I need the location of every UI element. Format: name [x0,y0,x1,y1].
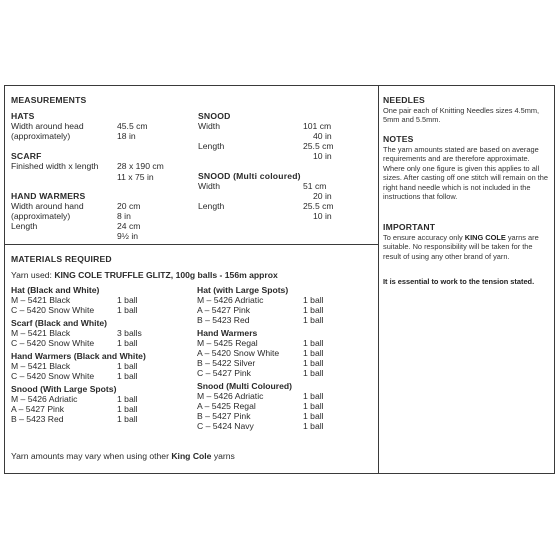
material-item-code: A – 5427 Pink [11,404,65,414]
measure-label: Length [198,141,225,151]
snood-heading: SNOOD [198,111,231,121]
measure-label: Width around head [11,121,84,131]
measure-value: 45.5 cm [117,121,148,131]
material-item-qty: 1 ball [303,368,324,378]
yarn-variation-suffix: yarns [211,451,235,461]
column-divider [378,86,379,473]
material-item-code: B – 5423 Red [197,315,250,325]
yarn-variation-prefix: Yarn amounts may vary when using other [11,451,172,461]
measure-label: Width around hand [11,201,84,211]
section-divider [5,244,378,245]
material-group-title: Snood (With Large Spots) [11,384,117,394]
measure-value: 51 cm [303,181,327,191]
yarn-variation-brand: King Cole [171,451,212,461]
material-item-qty: 1 ball [303,391,324,401]
measure-value: 20 cm [117,201,141,211]
measure-value: 20 in [313,191,332,201]
snood-multi-heading: SNOOD (Multi coloured) [198,171,301,181]
notes-text: The yarn amounts stated are based on average requirements and are therefore approximate. Where only one figure is given this applies to all sizes. After casting off one stitch will remain on the right hand needle which is not included in the instructions that follow. [383,145,549,202]
hats-heading: HATS [11,111,35,121]
important-heading: IMPORTANT [383,222,436,232]
measure-label: Finished width x length [11,161,99,171]
material-item-code: M – 5421 Black [11,328,71,338]
material-item-code: C – 5424 Navy [197,421,254,431]
material-item-qty: 1 ball [303,338,324,348]
notes-heading: NOTES [383,134,414,144]
measurements-heading: MEASUREMENTS [11,95,87,105]
material-item-qty: 3 balls [117,328,142,338]
material-item-code: B – 5423 Red [11,414,64,424]
material-item-code: M – 5421 Black [11,361,71,371]
material-item-code: A – 5427 Pink [197,305,251,315]
material-item-qty: 1 ball [117,371,138,381]
material-group-title: Hat (with Large Spots) [197,285,289,295]
measure-value: 28 x 190 cm [117,161,164,171]
needles-heading: NEEDLES [383,95,425,105]
yarn-used-name: KING COLE TRUFFLE GLITZ, 100g balls - 156m approx [54,270,278,280]
material-item-qty: 1 ball [303,421,324,431]
material-item-code: C – 5420 Snow White [11,305,95,315]
material-group-title: Hand Warmers (Black and White) [11,351,146,361]
material-item-code: A – 5425 Regal [197,401,256,411]
material-item-qty: 1 ball [303,358,324,368]
material-item-qty: 1 ball [117,361,138,371]
material-item-qty: 1 ball [117,404,138,414]
important-prefix: To ensure accuracy only [383,233,465,242]
needles-text: One pair each of Knitting Needles sizes 4.5mm, 5mm and 5.5mm. [383,106,540,125]
material-item-qty: 1 ball [117,295,138,305]
material-item-qty: 1 ball [303,295,324,305]
pattern-info-sheet [4,85,555,474]
measure-label: (approximately) [11,211,71,221]
measure-label: Length [198,201,225,211]
material-item-qty: 1 ball [117,338,138,348]
measure-value: 10 in [313,211,332,221]
material-item-code: C – 5427 Pink [197,368,251,378]
material-item-qty: 1 ball [117,305,138,315]
material-group-title: Snood (Multi Coloured) [197,381,292,391]
measure-label: (approximately) [11,131,71,141]
material-item-qty: 1 ball [303,348,324,358]
material-item-code: M – 5426 Adriatic [197,295,264,305]
material-item-code: M – 5421 Black [11,295,71,305]
material-item-code: M – 5426 Adriatic [11,394,78,404]
material-group-title: Hat (Black and White) [11,285,100,295]
material-item-qty: 1 ball [303,315,324,325]
yarn-used-prefix: Yarn used: [11,270,55,280]
material-group-title: Hand Warmers [197,328,258,338]
important-brand: KING COLE [464,233,506,242]
material-item-code: C – 5420 Snow White [11,338,95,348]
hand-warmers-heading: HAND WARMERS [11,191,86,201]
measure-label: Length [11,221,38,231]
measure-value: 40 in [313,131,332,141]
material-item-code: B – 5427 Pink [197,411,251,421]
important-text [383,233,551,261]
scarf-heading: SCARF [11,151,42,161]
material-item-code: A – 5420 Snow White [197,348,280,358]
measure-value: 18 in [117,131,136,141]
material-item-qty: 1 ball [117,414,138,424]
measure-value: 25.5 cm [303,141,334,151]
measure-value: 25.5 cm [303,201,334,211]
measure-label: Width [198,181,220,191]
material-item-qty: 1 ball [303,305,324,315]
material-item-code: B – 5422 Silver [197,358,256,368]
material-item-code: M – 5426 Adriatic [197,391,264,401]
tension-note: It is essential to work to the tension stated. [383,277,535,286]
measure-value: 11 x 75 in [117,172,154,182]
material-group-title: Scarf (Black and White) [11,318,107,328]
materials-heading: MATERIALS REQUIRED [11,254,112,264]
important-suffix: yarns are suitable. No responsibility will be taken for the result of using any other brand of yarn. [383,233,539,261]
material-item-code: M – 5425 Regal [197,338,258,348]
measure-label: Width [198,121,220,131]
yarn-variation-note [11,451,235,461]
measure-value: 8 in [117,211,131,221]
material-item-qty: 1 ball [303,411,324,421]
material-item-qty: 1 ball [303,401,324,411]
measure-value: 24 cm [117,221,141,231]
measure-value: 101 cm [303,121,332,131]
measure-value: 10 in [313,151,332,161]
yarn-used-line [11,270,278,280]
material-item-qty: 1 ball [117,394,138,404]
measure-value: 9½ in [117,231,139,241]
material-item-code: C – 5420 Snow White [11,371,95,381]
